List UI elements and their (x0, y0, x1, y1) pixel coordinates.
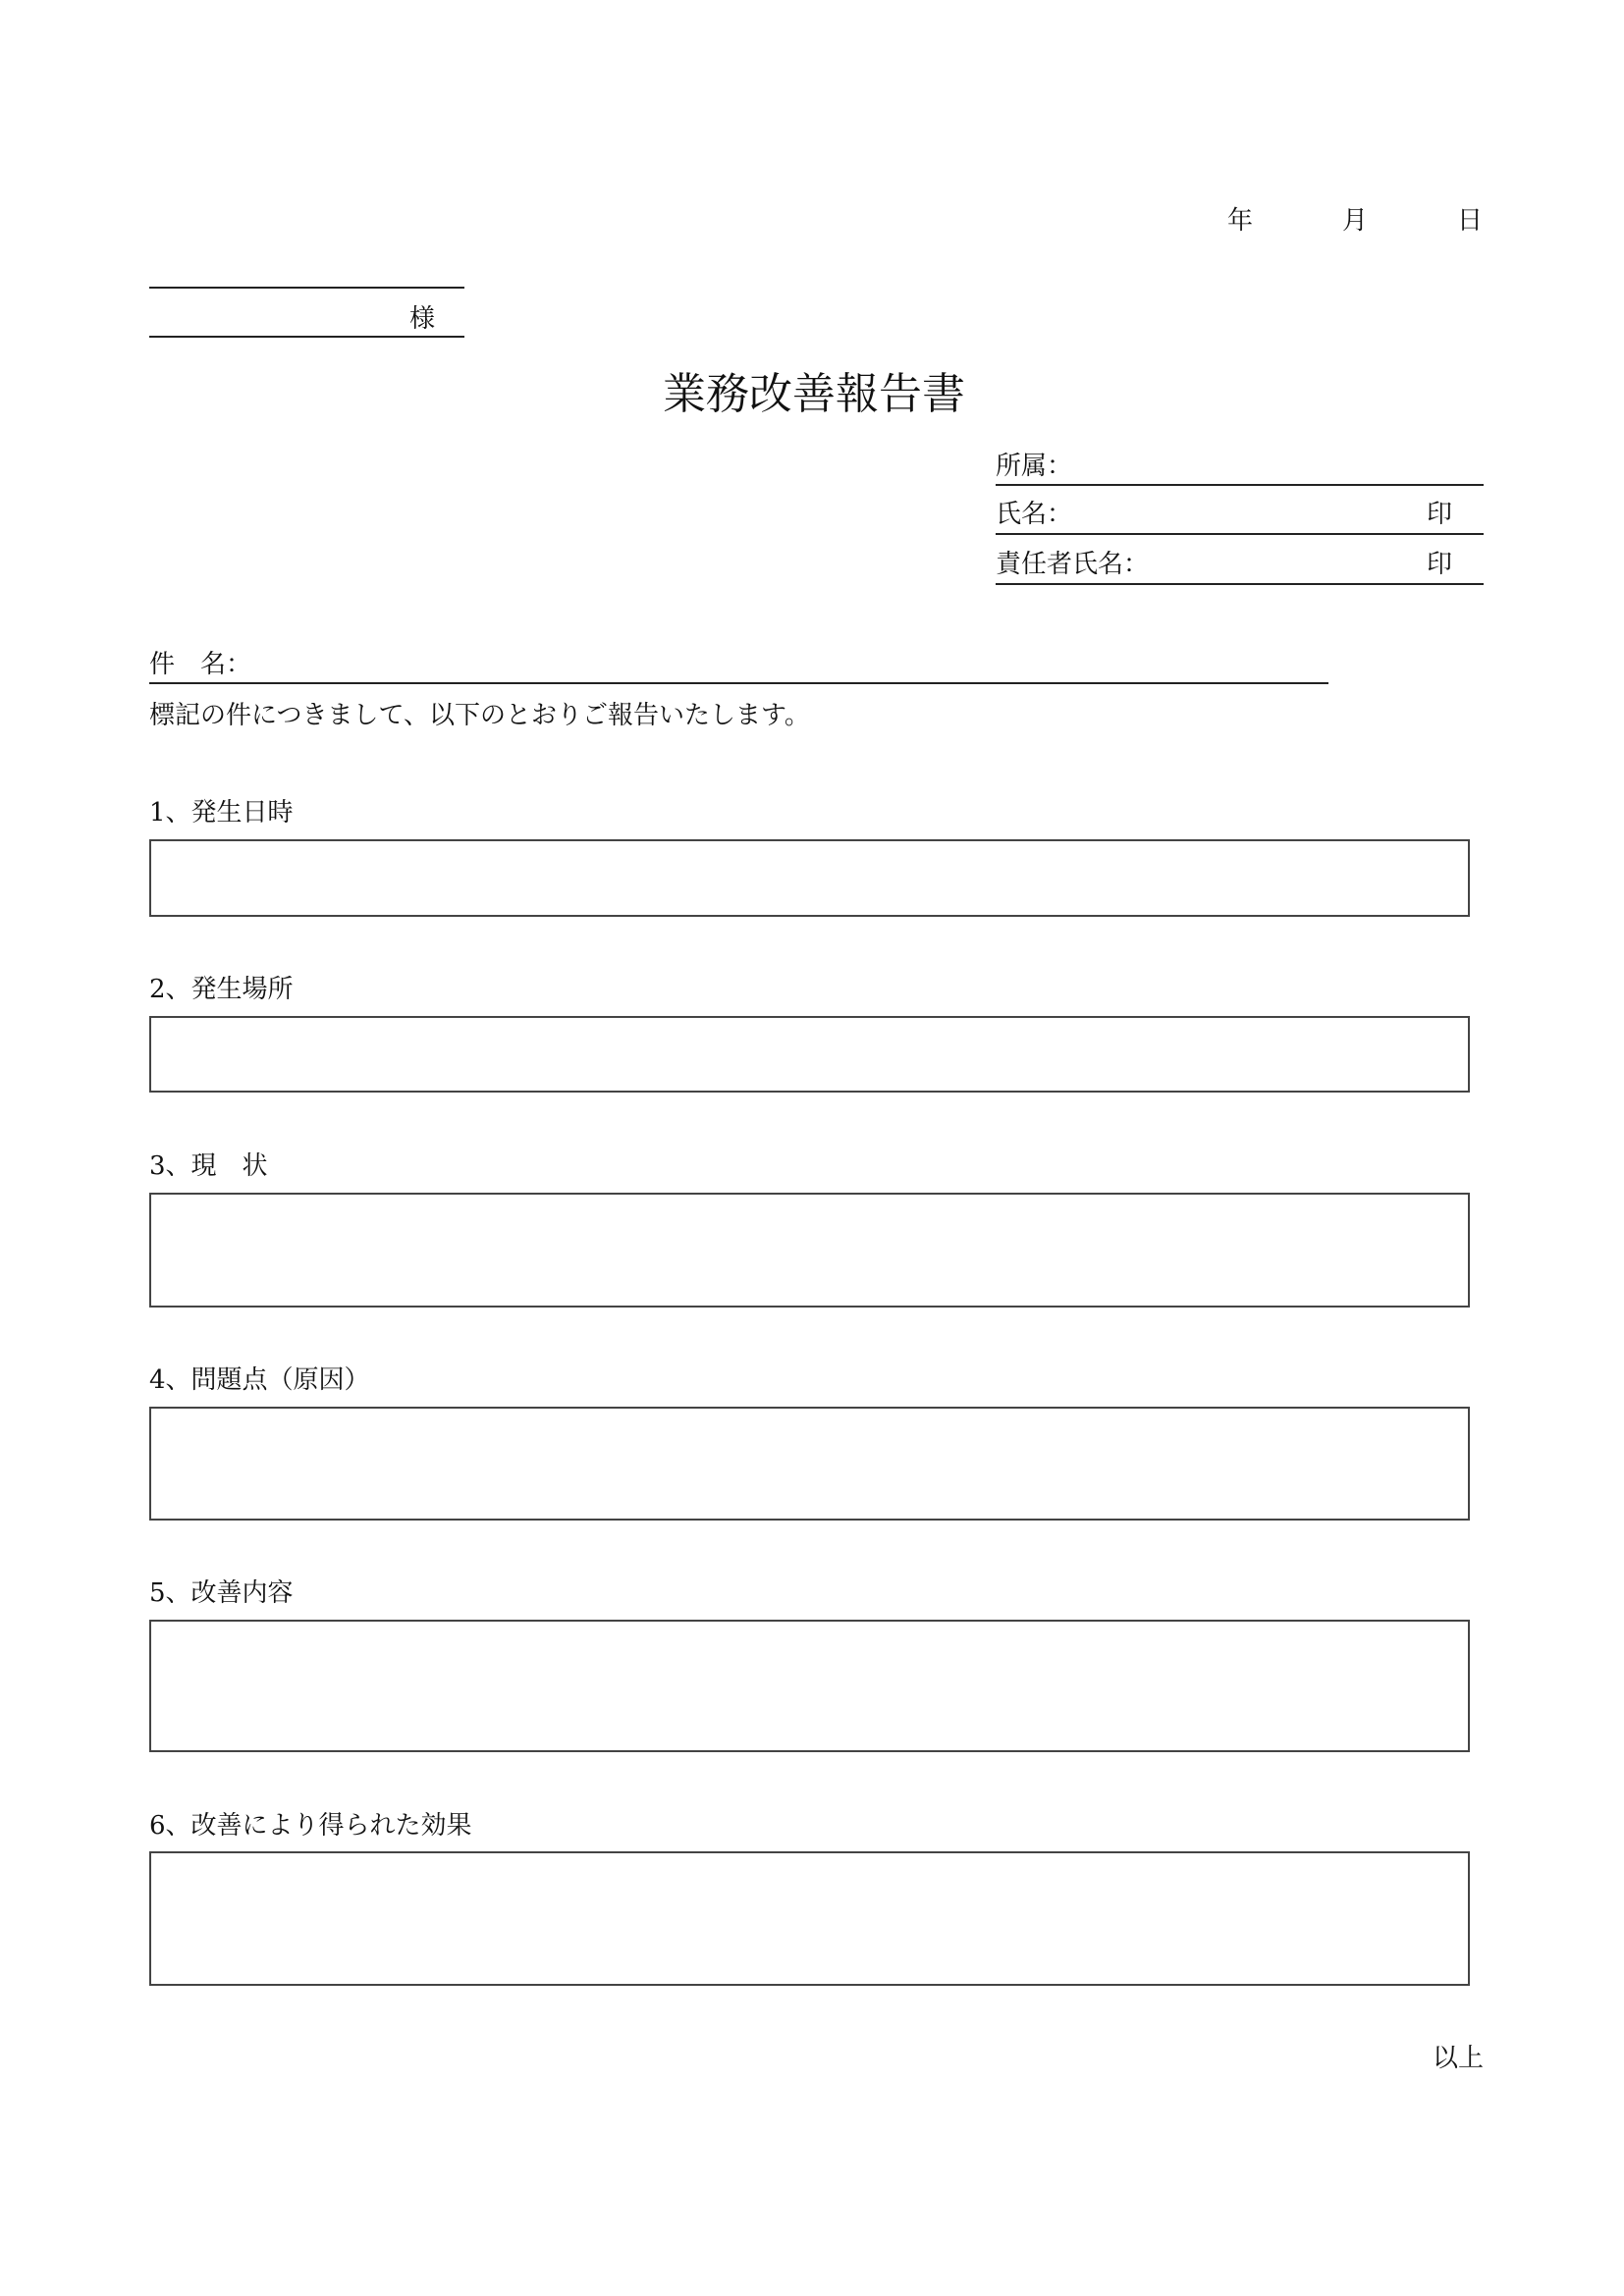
improvement-content-box[interactable] (149, 1620, 1470, 1752)
intro-text: 標記の件につきまして、以下のとおりご報告いたします。 (149, 701, 810, 730)
year-label: 年 (1227, 206, 1254, 236)
improvement-effect-box[interactable] (149, 1851, 1470, 1986)
section-label: 1、発生日時 (149, 798, 294, 828)
addressee-line-2[interactable] (149, 336, 464, 338)
section-label: 3、現 状 (149, 1151, 268, 1181)
name-field[interactable] (996, 533, 1484, 535)
addressee-line-1[interactable] (149, 287, 464, 289)
month-label: 月 (1342, 206, 1369, 236)
honorific: 様 (409, 304, 436, 334)
problem-cause-box[interactable] (149, 1407, 1470, 1521)
day-label: 日 (1457, 206, 1484, 236)
subject-label: 件 名： (149, 650, 252, 679)
section-label: 5、改善内容 (149, 1578, 294, 1608)
current-status-box[interactable] (149, 1193, 1470, 1308)
section-label: 6、改善により得られた効果 (149, 1811, 472, 1841)
section-label: 4、問題点（原因） (149, 1365, 370, 1395)
name-label: 氏名： (996, 500, 1073, 529)
closing-text: 以上 (1432, 2044, 1484, 2073)
seal-mark: 印 (1427, 500, 1453, 529)
manager-name-label: 責任者氏名： (996, 550, 1150, 579)
affiliation-label: 所属： (996, 452, 1073, 481)
subject-field[interactable] (149, 682, 1328, 684)
seal-mark: 印 (1427, 550, 1453, 579)
affiliation-field[interactable] (996, 484, 1484, 486)
manager-name-field[interactable] (996, 583, 1484, 585)
page-title: 業務改善報告書 (663, 369, 965, 419)
section-label: 2、発生場所 (149, 975, 294, 1004)
occurrence-datetime-box[interactable] (149, 839, 1470, 917)
occurrence-location-box[interactable] (149, 1016, 1470, 1093)
